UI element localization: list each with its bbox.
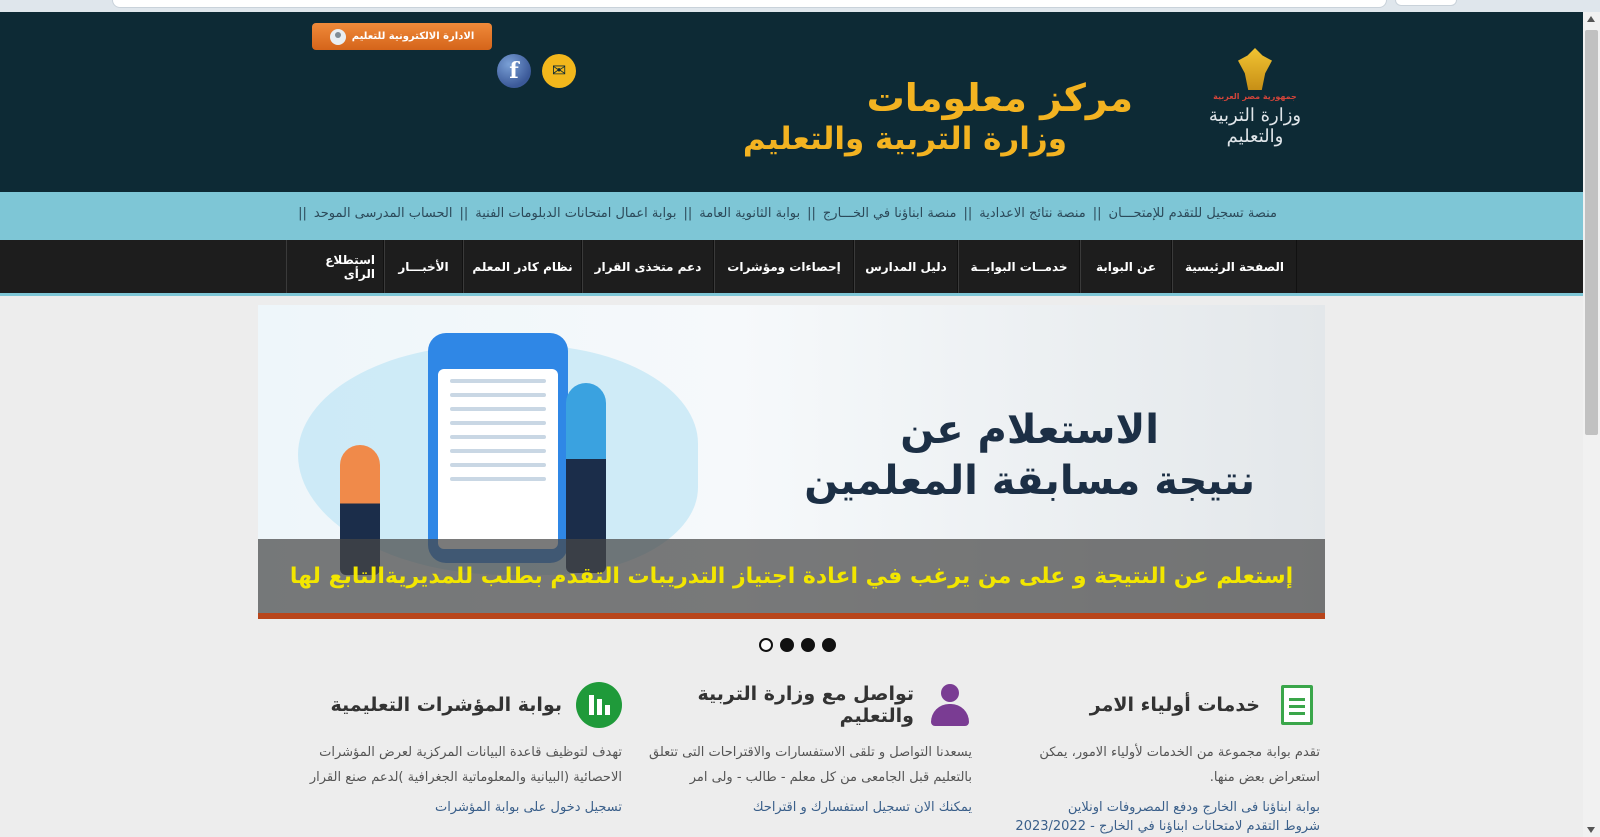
separator: || <box>459 206 469 221</box>
indicators-text: تهدف لتوظيف قاعدة البيانات المركزية لعرض المؤشرات الاحصائية (البيانية والمعلوماتية الجغرافية )لدعم صنع القرار <box>309 745 622 785</box>
site-title <box>743 76 1133 158</box>
phone-illustration <box>428 333 568 563</box>
separator: || <box>1092 206 1102 221</box>
ministry-logo[interactable] <box>1190 48 1320 164</box>
browser-toolbar <box>0 0 1600 12</box>
logo-caption: جمهورية مصر العربية <box>1213 92 1297 101</box>
separator: || <box>963 206 973 221</box>
nav-home[interactable]: الصفحة الرئيسية <box>1172 240 1297 293</box>
indicators-title[interactable]: بوابة المؤشرات التعليمية <box>330 694 562 716</box>
portal-link-abroad[interactable]: منصة ابناؤنا في الخـــارج <box>822 206 957 221</box>
slider-dot-1[interactable] <box>759 638 773 652</box>
scroll-up-arrow-icon[interactable] <box>1587 16 1595 22</box>
nav-news[interactable]: الأخبـــار <box>384 240 463 293</box>
main-nav-items <box>286 240 1297 293</box>
edu-admin-label: الادارة الالكترونية للتعليم <box>351 31 475 42</box>
user-icon <box>330 29 346 45</box>
slider-dot-3[interactable] <box>801 638 815 652</box>
portal-links <box>295 206 1277 221</box>
site-title-line2: وزارة التربية والتعليم <box>742 121 1067 157</box>
portal-link-secondary[interactable]: بوابة الثانوية العامة <box>699 206 801 221</box>
contact-text: يسعدنا التواصل و تلقى الاستفسارات والاقتراحات التى تتعلق بالتعليم قبل الجامعى من كل معلم - طالب - ولى امر <box>649 745 972 785</box>
slider-dots <box>759 638 836 652</box>
main-nav <box>0 240 1583 296</box>
slider-dot-4[interactable] <box>822 638 836 652</box>
facebook-icon[interactable]: f <box>497 54 531 88</box>
portal-link-prep-results[interactable]: منصة نتائج الاعدادية <box>979 206 1086 221</box>
portal-link-exam-registration[interactable]: منصة تسجيل للتقدم للإمتحـــان <box>1108 206 1277 221</box>
eagle-emblem-icon <box>1238 48 1272 90</box>
separator: || <box>807 206 816 221</box>
indicators-section <box>292 680 622 815</box>
contact-title[interactable]: تواصل مع وزارة التربية والتعليم <box>697 683 914 727</box>
scrollbar-thumb[interactable] <box>1585 30 1598 435</box>
scroll-down-arrow-icon[interactable] <box>1587 827 1595 833</box>
parents-services-title[interactable]: خدمات أولياء الامر <box>1089 694 1260 716</box>
abroad-exam-terms-link[interactable]: شروط التقدم لامتحانات ابناؤنا في الخارج - 2023/2022 <box>1015 819 1320 834</box>
edu-admin-button[interactable] <box>312 23 492 50</box>
slider-dot-2[interactable] <box>780 638 794 652</box>
slide-heading <box>804 405 1255 507</box>
slide-caption[interactable]: إستعلم عن النتيجة و على من يرغب في اعادة اجتياز التدريبات التقدم بطلب للمديريةالتابع لها <box>258 539 1325 613</box>
address-bar[interactable] <box>112 0 1387 8</box>
page-scrollbar[interactable] <box>1583 12 1600 837</box>
portal-link-diplomas[interactable]: بوابة اعمال امتحانات الدبلومات الفنية <box>475 206 677 221</box>
nav-school-directory[interactable]: دليل المدارس <box>854 240 958 293</box>
abroad-fees-link[interactable]: بوابة ابناؤنا فى الخارج ودفع المصروفات اونلاين <box>1067 800 1320 815</box>
hero-slider[interactable] <box>258 305 1325 619</box>
nav-teacher-cadre[interactable]: نظام كادر المعلم <box>463 240 582 293</box>
parents-services-text: تقدم بوابة مجموعة من الخدمات لأولياء الامور، يمكن استعراض بعض منها. <box>1039 745 1320 785</box>
contact-register-link[interactable]: يمكنك الان تسجيل استفسارك و اقتراحك <box>752 800 972 815</box>
phone-screen <box>438 369 558 549</box>
indicators-login-link[interactable]: تسجيل دخول على بوابة المؤشرات <box>434 800 622 815</box>
logo-calligraphy: وزارة التربية والتعليم <box>1208 105 1302 147</box>
site-title-line1: مركز معلومات <box>866 76 1133 120</box>
document-icon <box>1274 682 1320 728</box>
nav-services[interactable]: خدمــات البوابــة <box>958 240 1080 293</box>
bar-chart-icon <box>576 682 622 728</box>
parents-services-section <box>1000 680 1320 834</box>
nav-poll[interactable]: استطلاع الرأى <box>286 240 384 293</box>
slide-heading-line1: الاستعلام عن <box>900 407 1159 453</box>
site-header <box>0 12 1583 192</box>
nav-statistics[interactable]: إحصاءات ومؤشرات <box>714 240 854 293</box>
user-support-icon <box>928 682 972 728</box>
nav-about[interactable]: عن البوابة <box>1080 240 1172 293</box>
slide-heading-line2: نتيجة مسابقة المعلمين <box>804 458 1255 504</box>
separator: || <box>683 206 693 221</box>
contact-section <box>642 680 972 815</box>
portal-links-bar <box>0 192 1583 240</box>
mail-icon[interactable]: ✉ <box>542 54 576 88</box>
nav-decision-support[interactable]: دعم متخذى القرار <box>582 240 714 293</box>
separator: || <box>298 206 307 221</box>
browser-button[interactable] <box>1395 0 1457 6</box>
portal-link-school-account[interactable]: الحساب المدرسى الموحد <box>313 206 453 221</box>
